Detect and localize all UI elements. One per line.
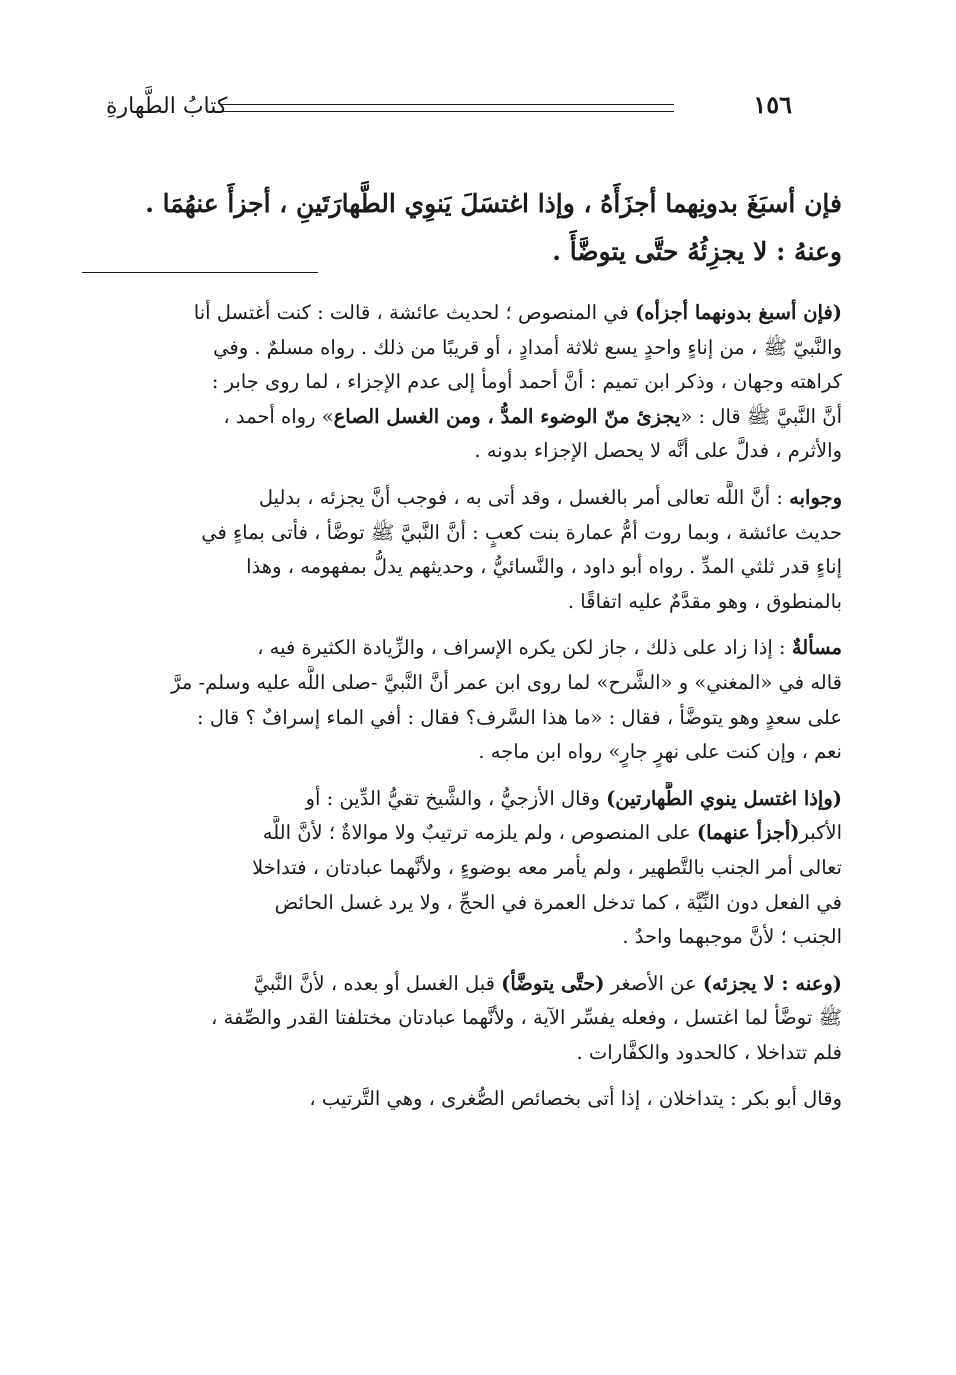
text-run: وقال الأزجيُّ ، والشَّيخ تقيُّ الدِّين : أو <box>305 786 607 810</box>
commentary-paragraph <box>82 782 842 955</box>
matn-separator-rule <box>82 272 318 273</box>
running-title: كتابُ الطَّهارةِ <box>106 94 228 119</box>
text-run: فلم تتداخلا ، كالحدود والكفَّارات . <box>576 1040 842 1064</box>
text-run: قبل الغسل أو بعده ، لأنَّ النَّبيَّ <box>253 971 502 995</box>
text-run: قاله في «المغني» و «الشَّرح» لما روى ابن عمر أنَّ النَّبيَّ -صلى اللَّه عليه وسلم- مرَّ <box>171 670 842 694</box>
text-line <box>82 701 842 736</box>
text-run: : أنَّ اللَّه تعالى أمر بالغسل ، وقد أتى به ، فوجب أنَّ يجزئه ، بدليل <box>258 485 790 509</box>
text-run: ﷺ توضَّأ لما اغتسل ، وفعله يفسِّر الآية ، ولأنَّهما عبادتان مختلفتا القدر والصِّفة ، <box>211 1006 842 1030</box>
text-line <box>82 1001 842 1036</box>
text-line <box>82 550 842 585</box>
text-run: والنَّبيّ ﷺ ، من إناءٍ واحدٍ يسع ثلاثة أمدادٍ ، أو قريبًا من ذلك . رواه مسلمٌ . وفي <box>213 335 842 359</box>
bold-run: وجوابه <box>789 485 842 509</box>
text-run: الجنب ؛ لأنَّ موجبهما واحدٌ . <box>622 925 842 949</box>
text-line <box>82 516 842 551</box>
text-line <box>82 585 842 620</box>
text-line <box>82 631 842 666</box>
bold-run: (وعنه : لا يجزئه) <box>702 971 842 995</box>
text-line <box>82 481 842 516</box>
matn-text <box>82 180 842 276</box>
text-run: في المنصوص ؛ لحديث عائشة ، قالت : كنت أغتسل أنا <box>193 301 635 324</box>
text-line <box>82 816 842 851</box>
text-run: والأثرم ، فدلَّ على أنَّه لا يحصل الإجزاء بدونه . <box>474 439 842 463</box>
text-line <box>82 434 842 469</box>
text-line <box>82 365 842 400</box>
commentary-paragraph <box>82 967 842 1071</box>
text-run: تعالى أمر الجنب بالتَّطهير ، ولم يأمر معه بوضوءٍ ، ولأنَّهما عبادتان ، فتداخلا <box>252 855 842 879</box>
text-run: بالمنطوق ، وهو مقدَّمٌ عليه اتفاقًا . <box>567 589 842 613</box>
text-run: أنَّ النَّبيَّ ﷺ قال : « <box>680 404 842 428</box>
page <box>82 0 842 1375</box>
text-run: كراهته وجهان ، وذكر ابن تميم : أنَّ أحمد أومأ إلى عدم الإجزاء ، لما روى جابر : <box>211 370 842 394</box>
bold-run: يجزئ منّ الوضوء المدُّ ، ومن الغسل الصاع <box>333 404 681 428</box>
page-header <box>82 88 842 124</box>
commentary-paragraph <box>82 481 842 619</box>
text-run: الأكبر <box>799 821 842 845</box>
text-line <box>82 735 842 770</box>
bold-run: مسألةٌ <box>791 636 842 660</box>
header-double-rule <box>220 104 674 112</box>
text-run: على المنصوص ، ولم يلزمه ترتيبٌ ولا موالاةٌ ؛ لأنَّ اللَّه <box>262 821 697 845</box>
text-line <box>82 331 842 366</box>
text-run: وقال أبو بكر : يتداخلان ، إذا أتى بخصائص الصُّغرى ، وهي التَّرتيب ، <box>309 1087 842 1111</box>
text-run: » رواه أحمد ، <box>223 404 334 428</box>
text-run: : إذا زاد على ذلك ، جاز لكن يكره الإسراف ، والزِّيادة الكثيرة فيه ، <box>257 636 792 660</box>
bold-run: (حتَّى يتوضَّأ) <box>501 971 605 995</box>
commentary-paragraph <box>82 1082 842 1117</box>
commentary-paragraph <box>82 631 842 769</box>
text-line <box>82 920 842 955</box>
bold-run: (فإن أسبغ بدونهما أجزأه) <box>635 301 842 324</box>
text-line <box>82 296 842 331</box>
text-line <box>82 851 842 886</box>
commentary-paragraph <box>82 296 842 469</box>
text-run: عن الأصغر <box>604 971 703 995</box>
page-number: ١٥٦ <box>753 90 792 119</box>
text-line <box>82 782 842 817</box>
text-line <box>82 967 842 1002</box>
bold-run: (وإذا اغتسل ينوي الطَّهارتين) <box>606 786 842 810</box>
text-line <box>82 666 842 701</box>
text-run: نعم ، وإن كنت على نهرٍ جارٍ» رواه ابن ماجه . <box>478 740 842 764</box>
text-line <box>82 400 842 435</box>
text-run: إناءٍ قدر ثلثي المدِّ . رواه أبو داود ، والنَّسائيُّ ، وحديثهم يدلُّ بمفهومه ، وهذا <box>246 555 842 579</box>
commentary-text <box>82 296 842 1129</box>
bold-run: (أجزأ عنهما) <box>696 821 800 845</box>
text-run: على سعدٍ وهو يتوضَّأ ، فقال : «ما هذا السَّرف؟ فقال : أفي الماء إسرافٌ ؟ قال : <box>197 705 842 729</box>
text-run: حديث عائشة ، وبما روت أمُّ عمارة بنت كعبٍ : أنَّ النَّبيَّ ﷺ توضَّأ ، فأتى بماءٍ في <box>201 520 842 544</box>
text-line <box>82 1036 842 1071</box>
text-line <box>82 1082 842 1117</box>
matn-line-2: وعنهُ : لا يجزِئُهُ حتَّى يتوضَّأَ . <box>552 237 842 266</box>
matn-line-1: فإن أسبَغَ بدونِهما أجزَأَهُ ، وإذا اغتسَلَ يَنوِي الطَّهارَتَينِ ، أجزأَ عنهُمَا . <box>145 189 842 218</box>
text-line <box>82 886 842 921</box>
text-run: في الفعل دون النِّيَّة ، كما تدخل العمرة في الحجِّ ، ولا يرد غسل الحائض <box>274 890 842 914</box>
